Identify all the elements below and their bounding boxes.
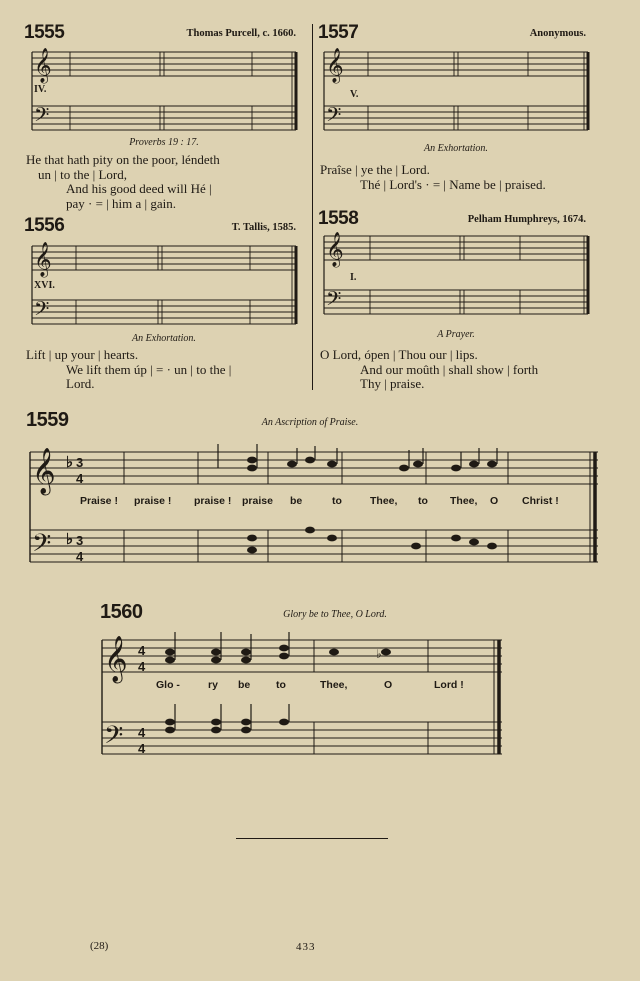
text-line: And our moûth | shall show | forth	[360, 361, 539, 377]
text-line: He that hath pity on the poor, léndeth	[26, 152, 220, 167]
hymn-1557-composer: Anonymous.	[529, 28, 586, 39]
end-rule	[236, 838, 388, 839]
text-line: And his good deed will Hé |	[66, 181, 212, 196]
hymn-1560-lyrics	[100, 679, 504, 695]
svg-text:𝄞: 𝄞	[32, 448, 56, 494]
hymn-1560-number: 1560	[100, 601, 143, 623]
hymn-1558-caption: A Prayer.	[437, 329, 475, 340]
hymn-1558-text	[320, 348, 620, 392]
lyric-syllable: praise	[242, 495, 273, 507]
svg-text:𝄞: 𝄞	[104, 636, 128, 682]
lyric-syllable: Thee,	[370, 495, 398, 507]
hymn-1557-caption: An Exhortation.	[424, 143, 488, 154]
lyric-syllable: praise !	[134, 495, 172, 507]
time-signature-bottom: 4	[76, 549, 84, 564]
hymn-1555-mode: IV.	[34, 84, 47, 95]
hymn-1560-caption: Glory be to Thee, O Lord.	[283, 609, 387, 620]
column-divider	[312, 24, 313, 390]
hymn-1558-number: 1558	[318, 208, 359, 229]
text-line: un | to the | Lord,	[38, 166, 127, 182]
text-line: Lift | up your | hearts.	[26, 347, 139, 362]
hymn-1559-caption: An Ascription of Praise.	[261, 417, 359, 428]
hymn-1555-text	[26, 153, 308, 211]
hymn-1555-number: 1555	[24, 22, 65, 43]
svg-text:𝄞: 𝄞	[34, 48, 52, 83]
lyric-syllable: praise !	[194, 495, 232, 507]
text-line: pay · = | him a | gain.	[66, 195, 177, 211]
svg-text:𝄢: 𝄢	[326, 287, 342, 315]
svg-text:𝄢: 𝄢	[326, 103, 342, 131]
lyric-syllable: to	[332, 495, 342, 507]
text-line: Lord.	[66, 376, 95, 391]
hymn-1557-number: 1557	[318, 22, 359, 43]
svg-text:𝄞: 𝄞	[326, 48, 344, 83]
svg-text:𝄢: 𝄢	[34, 297, 50, 325]
lyric-syllable: Lord !	[434, 679, 464, 691]
lyric-syllable: O	[384, 679, 393, 691]
text-line: O Lord, ópen | Thou our | lips.	[320, 347, 478, 362]
lyric-syllable: be	[238, 679, 251, 691]
text-line: Thé | Lord's · = | Name be | praised.	[360, 176, 546, 192]
svg-text:𝄢: 𝄢	[104, 721, 124, 756]
hymn-1558-composer: Pelham Humphreys, 1674.	[467, 214, 586, 225]
lyric-syllable: Thee,	[320, 679, 348, 691]
time-signature-top: 4	[138, 643, 146, 658]
svg-text:♭: ♭	[376, 647, 382, 661]
svg-text:♭: ♭	[66, 531, 74, 548]
hymn-1555-caption: Proverbs 19 : 17.	[129, 137, 199, 148]
svg-text:♭: ♭	[66, 454, 74, 471]
svg-text:𝄢: 𝄢	[34, 103, 50, 131]
lyric-syllable: Christ !	[522, 495, 559, 507]
svg-text:𝄢: 𝄢	[32, 529, 52, 564]
hymn-1555-score	[30, 46, 298, 140]
hymn-1556-caption: An Exhortation.	[132, 333, 196, 344]
hymn-1559-number: 1559	[26, 409, 69, 431]
svg-text:𝄞: 𝄞	[326, 232, 344, 267]
hymn-1559-lyrics	[28, 495, 600, 511]
lyric-syllable: O	[490, 495, 499, 507]
time-signature-top: 4	[138, 725, 146, 740]
hymn-1556-composer: T. Tallis, 1585.	[231, 222, 296, 233]
lyric-syllable: Thee,	[450, 495, 478, 507]
hymn-1560-score	[100, 628, 504, 762]
hymn-1555-composer: Thomas Purcell, c. 1660.	[186, 28, 296, 39]
time-signature-top: 3	[76, 455, 84, 470]
time-signature-bottom: 4	[76, 471, 84, 486]
lyric-syllable: be	[290, 495, 303, 507]
hymn-1558-mode: I.	[350, 272, 357, 283]
text-line: We lift them úp | = · un | to the |	[66, 361, 232, 377]
time-signature-bottom: 4	[138, 659, 146, 674]
lyric-syllable: Glo -	[156, 679, 180, 691]
lyric-syllable: ry	[208, 679, 218, 691]
hymn-1556-mode: XVI.	[34, 280, 55, 291]
svg-text:𝄞: 𝄞	[34, 242, 52, 277]
hymn-1556-text	[26, 348, 308, 392]
lyric-syllable: to	[276, 679, 286, 691]
text-line: Praîse | ye the | Lord.	[320, 162, 430, 177]
lyric-syllable: Praise !	[80, 495, 118, 507]
hymn-1557-mode: V.	[350, 89, 359, 100]
time-signature-top: 3	[76, 533, 84, 548]
time-signature-bottom: 4	[138, 741, 146, 756]
signature-mark: (28)	[90, 940, 109, 952]
hymn-1556-number: 1556	[24, 215, 65, 236]
lyric-syllable: to	[418, 495, 428, 507]
page-number: 433	[296, 941, 316, 953]
text-line: Thy | praise.	[360, 376, 425, 391]
hymn-1557-text	[320, 163, 620, 192]
